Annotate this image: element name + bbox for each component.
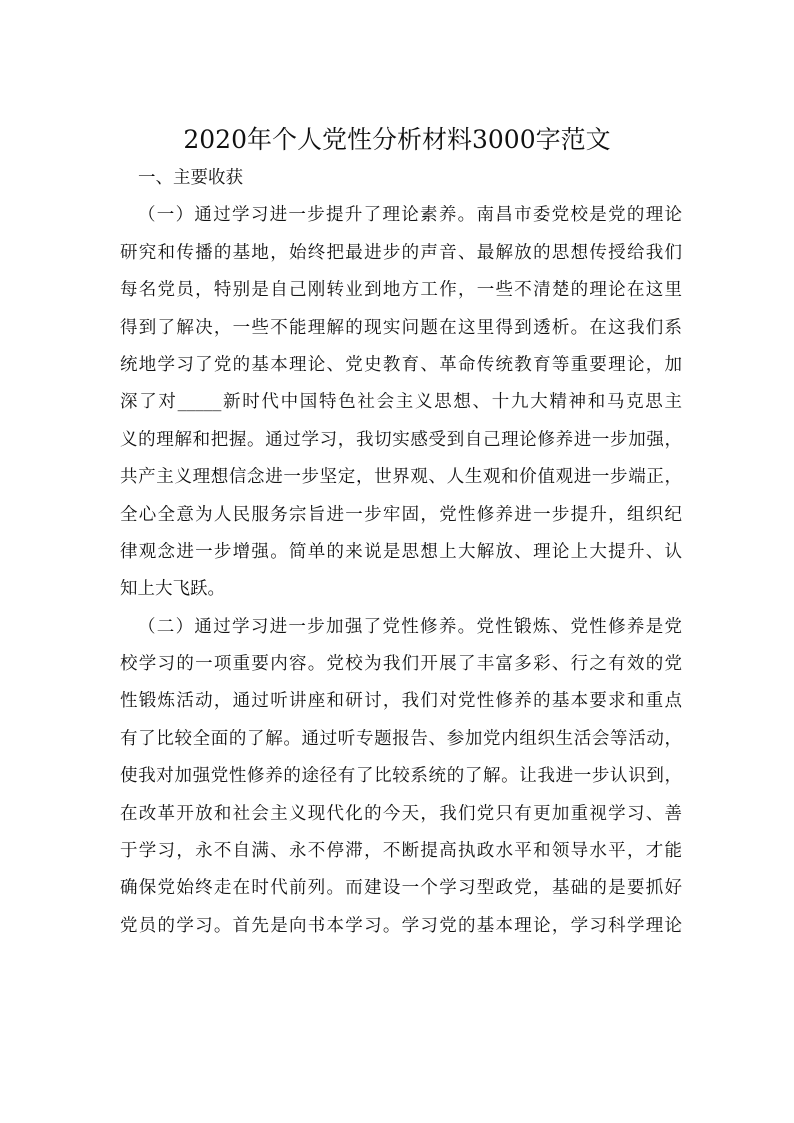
document-title: 2020年个人党性分析材料3000字范文 — [183, 125, 611, 154]
paragraph-line: 性锻炼活动，通过听讲座和研讨，我们对党性修养的基本要求和重点 — [120, 691, 682, 712]
paragraph-line: 知上大飞跃。 — [120, 579, 225, 600]
paragraph-line: 得到了解决，一些不能理解的现实问题在这里得到透析。在这我们系 — [120, 317, 682, 338]
paragraph-line: 统地学习了党的基本理论、党史教育、革命传统教育等重要理论，加 — [120, 354, 682, 375]
paragraph-line: 党员的学习。首先是向书本学习。学习党的基本理论，学习科学理论 — [120, 915, 682, 936]
document-body — [120, 160, 682, 945]
paragraph-line: 律观念进一步增强。简单的来说是思想上大解放、理论上大提升、认 — [120, 541, 682, 562]
section-heading: 一、主要收获 — [138, 168, 243, 188]
paragraph-2 — [120, 609, 682, 946]
paragraph-line: 确保党始终走在时代前列。而建设一个学习型政党，基础的是要抓好 — [120, 878, 682, 899]
paragraph-line: 共产主义理想信念进一步坚定，世界观、人生观和价值观进一步端正， — [120, 467, 682, 488]
paragraph-line: 校学习的一项重要内容。党校为我们开展了丰富多彩、行之有效的党 — [120, 654, 682, 675]
paragraph-line: 研究和传播的基地，始终把最进步的声音、最解放的思想传授给我们 — [120, 242, 682, 263]
paragraph-line: （一）通过学习进一步提升了理论素养。南昌市委党校是党的理论 — [138, 205, 682, 226]
paragraph-line: 在改革开放和社会主义现代化的今天，我们党只有更加重视学习、善 — [120, 803, 682, 824]
paragraph-line: 深了对_____新时代中国特色社会主义思想、十九大精神和马克思主 — [120, 392, 682, 413]
paragraph-line: 于学习，永不自满、永不停滞，不断提高执政水平和领导水平，才能 — [120, 841, 682, 862]
paragraph-1 — [120, 197, 682, 608]
paragraph-line: （二）通过学习进一步加强了党性修养。党性锻炼、党性修养是党 — [138, 616, 682, 637]
paragraph-line: 有了比较全面的了解。通过听专题报告、参加党内组织生活会等活动， — [120, 728, 682, 749]
paragraph-line: 使我对加强党性修养的途径有了比较系统的了解。让我进一步认识到， — [120, 766, 682, 787]
paragraph-line: 全心全意为人民服务宗旨进一步牢固，党性修养进一步提升，组织纪 — [120, 504, 682, 525]
paragraph-line: 义的理解和把握。通过学习，我切实感受到自己理论修养进一步加强， — [120, 429, 682, 450]
paragraph-line: 每名党员，特别是自己刚转业到地方工作，一些不清楚的理论在这里 — [120, 280, 682, 301]
